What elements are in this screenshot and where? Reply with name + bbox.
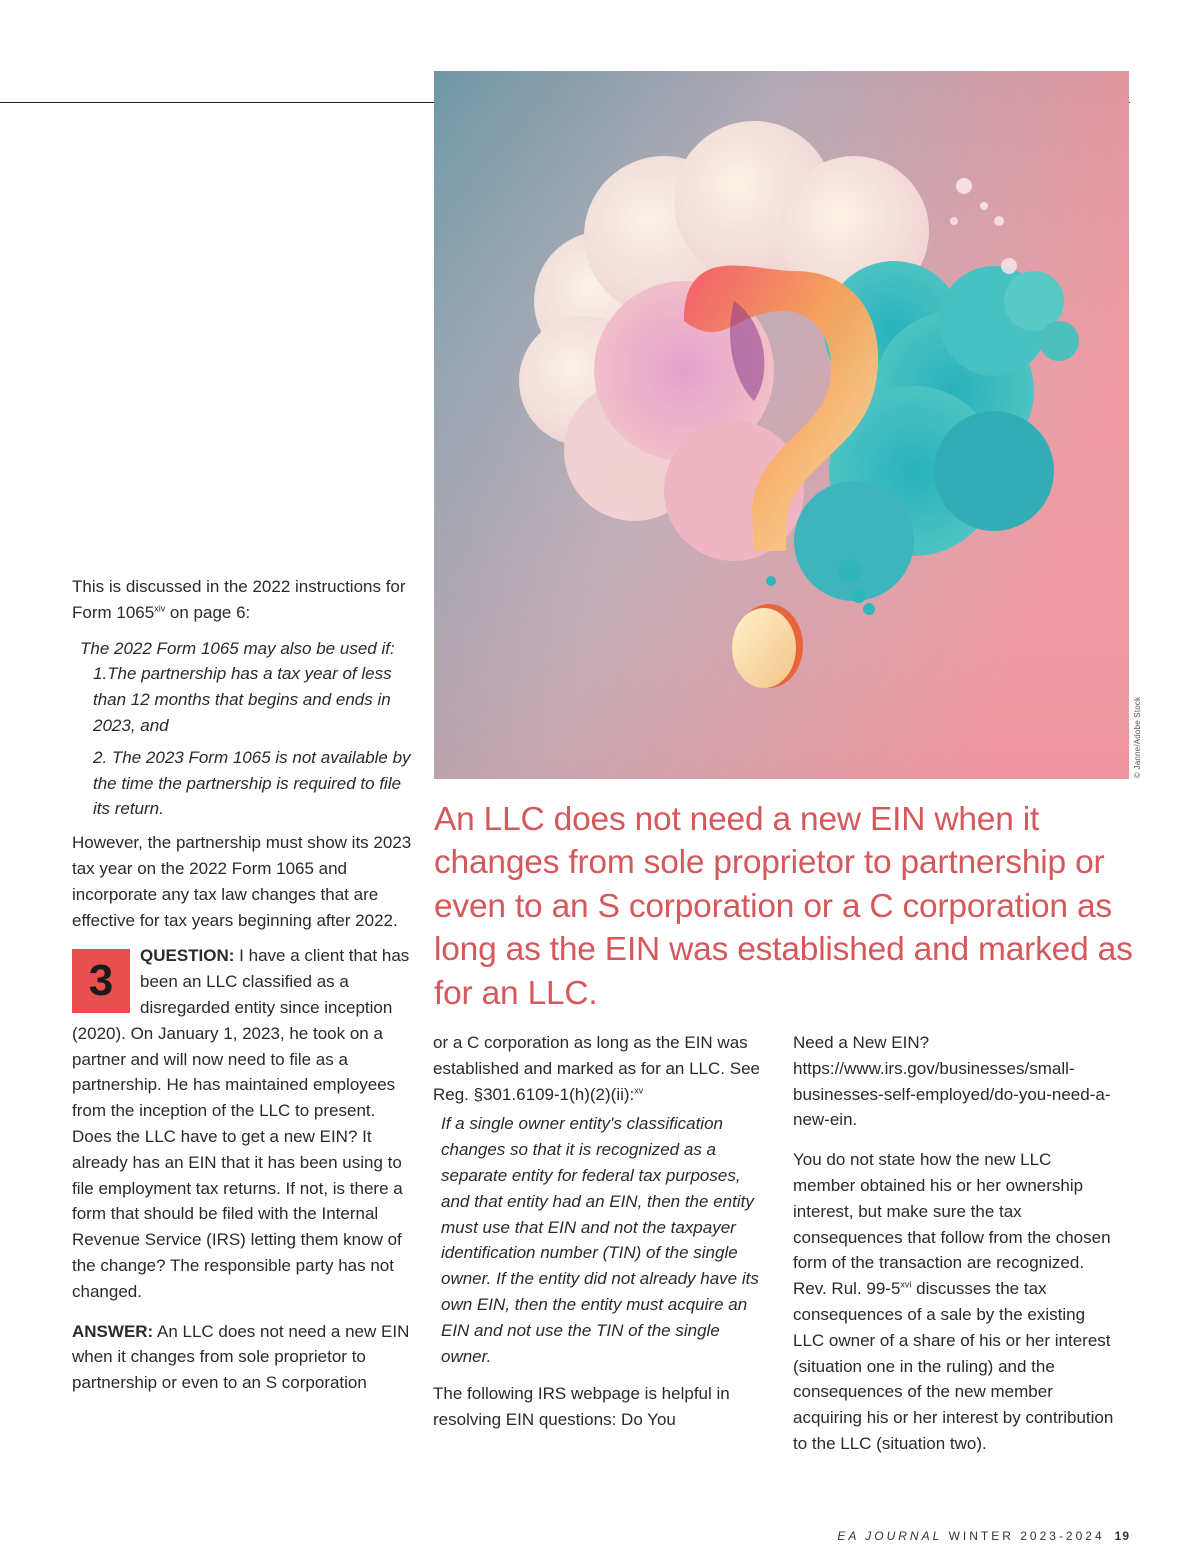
intro-text: This is discussed in the 2022 instructions for Form 1065 [72, 577, 406, 622]
endnote-xv: xv [634, 1084, 644, 1095]
quote-item-1: 1.The partnership has a tax year of less than 12 months that begins and ends in 2023, and [93, 664, 392, 735]
column-3 [793, 1030, 1118, 1467]
form-instructions-quote [80, 636, 412, 823]
intro-paragraph [72, 574, 412, 626]
issue-name: WINTER 2023-2024 [942, 1529, 1105, 1543]
intro-text-end: on page 6: [165, 602, 251, 622]
publication-name: EA JOURNAL [837, 1529, 943, 1543]
pull-quote: An LLC does not need a new EIN when it changes from sole proprietor to partnership or even to an S corporation or a C corporation as long as the EIN was established and marked as for an LLC. [434, 801, 1133, 1012]
question-number-badge: 3 [72, 949, 130, 1013]
continuation-paragraph [433, 1030, 769, 1107]
answer-text: An LLC does not need a new EIN when it changes from sole proprietor to partnership or even to an S corporation [72, 1321, 410, 1393]
irs-link-paragraph: Need a New EIN? https://www.irs.gov/businesses/small-businesses-self-employed/do-you-need-a-new-ein. [793, 1033, 1111, 1130]
endnote-xiv: xiv [154, 603, 166, 614]
endnote-xvi: xvi [900, 1279, 912, 1290]
answer-label: ANSWER: [72, 1321, 154, 1341]
image-credit: © Janne/Adobe Stock [1133, 696, 1142, 778]
question-mark-illustration [434, 71, 1129, 779]
column-2 [433, 1030, 769, 1443]
following-paragraph: The following IRS webpage is helpful in resolving EIN questions: Do You [433, 1384, 730, 1430]
regulation-quote: If a single owner entity's classification changes so that it is recognized as a separate entity for federal tax purposes, and that entity had an EIN, then the entity must use that EIN and not the taxpayer identification number (TIN) of the single owner. If the entity did not already have its own EIN, then the entity must acquire an EIN and not use the TIN of the single owner. [441, 1114, 759, 1366]
however-paragraph: However, the partnership must show its 2023 tax year on the 2022 Form 1065 and incorporate any tax law changes that are effective for tax years beginning after 2022. [72, 833, 412, 930]
page-footer [0, 1529, 1130, 1543]
consequences-text-end: discusses the tax consequences of a sale by the existing LLC owner of a share of his or her interest (situation one in the ruling) and the consequences of the new member acquiring his or her interest by contribution to the LLC (situation two). [793, 1279, 1114, 1453]
column-1 [72, 574, 412, 1406]
question-text: I have a client that has been an LLC classified as a disregarded entity since inception (2020). On January 1, 2023, he took on a partner and will now need to file as a partnership. He has maintained employees from the inception of the LLC to present. Does the LLC have to get a new EIN? It already has an EIN that it has been using to file employment tax returns. If not, is there a form that should be filed with the Internal Revenue Service (IRS) letting them know of the change? The responsible party has not changed. [72, 946, 410, 1301]
question-paragraph [72, 943, 412, 1304]
consequences-text: You do not state how the new LLC member obtained his or her ownership interest, but make sure the tax consequences that follow from the chosen form of the transaction are recognized. Rev. Rul. 99-5 [793, 1150, 1111, 1299]
page-number: 19 [1114, 1529, 1130, 1543]
continuation-text: or a C corporation as long as the EIN was established and marked as for an LLC. See Reg. §301.6109-1(h)(2)(ii): [433, 1033, 760, 1104]
quote-item-2: 2. The 2023 Form 1065 is not available by the time the partnership is required to file its return. [93, 747, 411, 819]
question-label: QUESTION: [140, 946, 235, 966]
consequences-paragraph [793, 1147, 1118, 1457]
answer-paragraph [72, 1319, 412, 1396]
quote-lead: The 2022 Form 1065 may also be used if: [80, 638, 395, 658]
